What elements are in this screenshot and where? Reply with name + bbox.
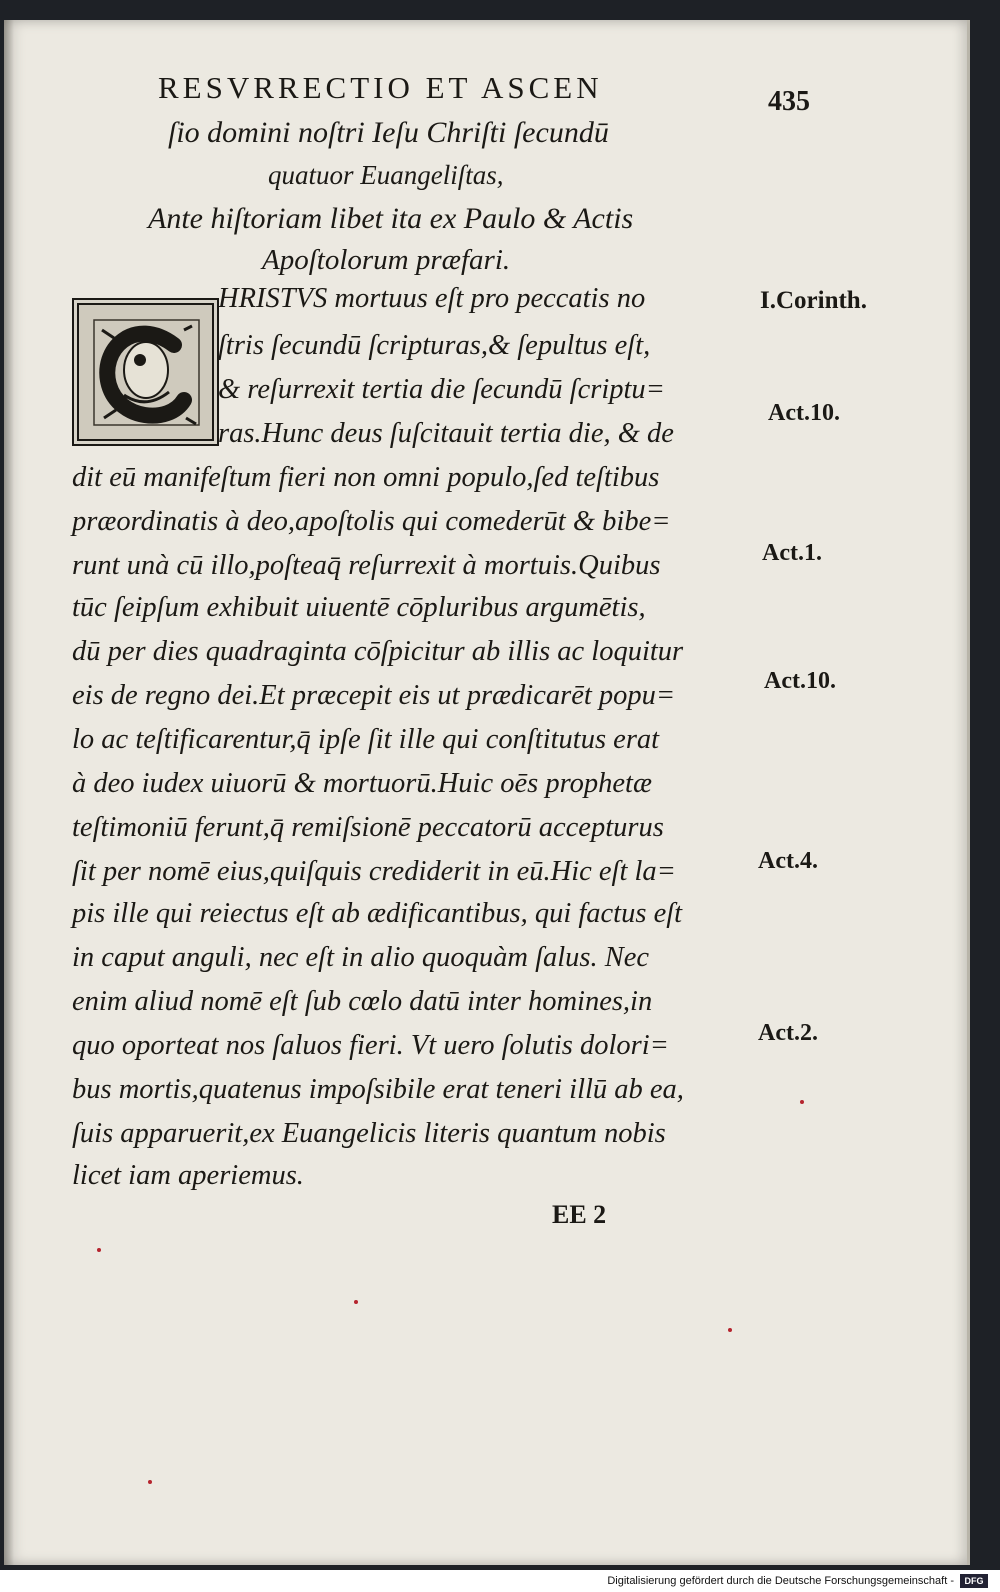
red-mark: [148, 1480, 152, 1484]
decorated-initial-c: [72, 298, 219, 446]
initial-woodcut-image: [74, 300, 217, 444]
body-line: dū per dies quadraginta cōſpicitur ab illis ac loquitur: [72, 636, 684, 667]
body-line: ſuis apparuerit,ex Euangelicis literis quantum nobis: [72, 1118, 666, 1149]
red-mark: [728, 1328, 732, 1332]
body-line: tūc ſeipſum exhibuit uiuentē cōpluribus argumētis,: [72, 592, 646, 623]
body-line: ſit per nomē eius,quiſquis crediderit in eū.Hic eſt la=: [72, 856, 676, 887]
margin-note-act10-a: Act.10.: [768, 400, 840, 426]
body-line: ras.Hunc deus ſuſcitauit tertia die, & de: [218, 418, 674, 449]
footer-credit: Digitalisierung gefördert durch die Deutsche Forschungsgemeinschaft -: [607, 1575, 954, 1587]
body-line: in caput anguli, nec eſt in alio quoquàm ſalus. Nec: [72, 942, 650, 973]
red-mark: [97, 1248, 101, 1252]
margin-note-act4: Act.4.: [758, 848, 818, 874]
body-line: & reſurrexit tertia die ſecundū ſcriptu=: [218, 374, 665, 405]
gutter-shadow: [4, 20, 14, 1565]
body-line: eis de regno dei.Et præcepit eis ut prædicarēt popu=: [72, 680, 676, 711]
body-line: runt unà cū illo,poſteaq̄ reſurrexit à mortuis.Quibus: [72, 550, 661, 581]
body-line: licet iam aperiemus.: [72, 1160, 304, 1191]
page-number: 435: [768, 86, 810, 117]
body-line: lo ac teſtificarentur,q̄ ipſe ſit ille qui conſtitutus erat: [72, 724, 660, 755]
body-line: quo oporteat nos ſaluos fieri. Vt uero ſolutis dolori=: [72, 1030, 669, 1061]
body-line: ſtris ſecundū ſcripturas,& ſepultus eſt,: [218, 330, 651, 361]
digitization-footer: [0, 1570, 1000, 1592]
body-line: teſtimoniū ferunt,q̄ remiſsionē peccatorū accepturus: [72, 812, 664, 843]
heading-line-5: Apoſtolorum præfari.: [262, 244, 511, 276]
body-line: bus mortis,quatenus impoſsibile erat teneri illū ab ea,: [72, 1074, 684, 1105]
signature-mark: EE 2: [552, 1200, 607, 1229]
heading-line-2: ſio domini noſtri Ieſu Chriſti ſecundū: [168, 116, 609, 149]
margin-note-act2: Act.2.: [758, 1020, 818, 1046]
dfg-logo: DFG: [960, 1574, 988, 1588]
margin-note-act10-b: Act.10.: [764, 668, 836, 694]
body-line: à deo iudex uiuorū & mortuorū.Huic oēs prophetæ: [72, 768, 652, 799]
heading-line-3: quatuor Euangeliſtas,: [268, 160, 504, 190]
body-line: præordinatis à deo,apoſtolis qui comederūt & bibe=: [72, 506, 671, 537]
body-line: enim aliud nomē eſt ſub cœlo datū inter homines,in: [72, 986, 653, 1017]
red-mark: [800, 1100, 804, 1104]
body-line: dit eū manifeſtum fieri non omni populo,ſed teſtibus: [72, 462, 660, 493]
body-line: pis ille qui reiectus eſt ab ædificantibus, qui factus eſt: [72, 898, 683, 929]
heading-line-1: RESVRRECTIO ET ASCEN: [158, 70, 603, 105]
margin-note-corinth: I.Corinth.: [760, 287, 867, 314]
red-mark: [354, 1300, 358, 1304]
body-line: HRISTVS mortuus eſt pro peccatis no: [218, 283, 646, 314]
heading-line-4: Ante hiſtoriam libet ita ex Paulo & Actis: [148, 202, 634, 235]
margin-note-act1: Act.1.: [762, 540, 822, 566]
